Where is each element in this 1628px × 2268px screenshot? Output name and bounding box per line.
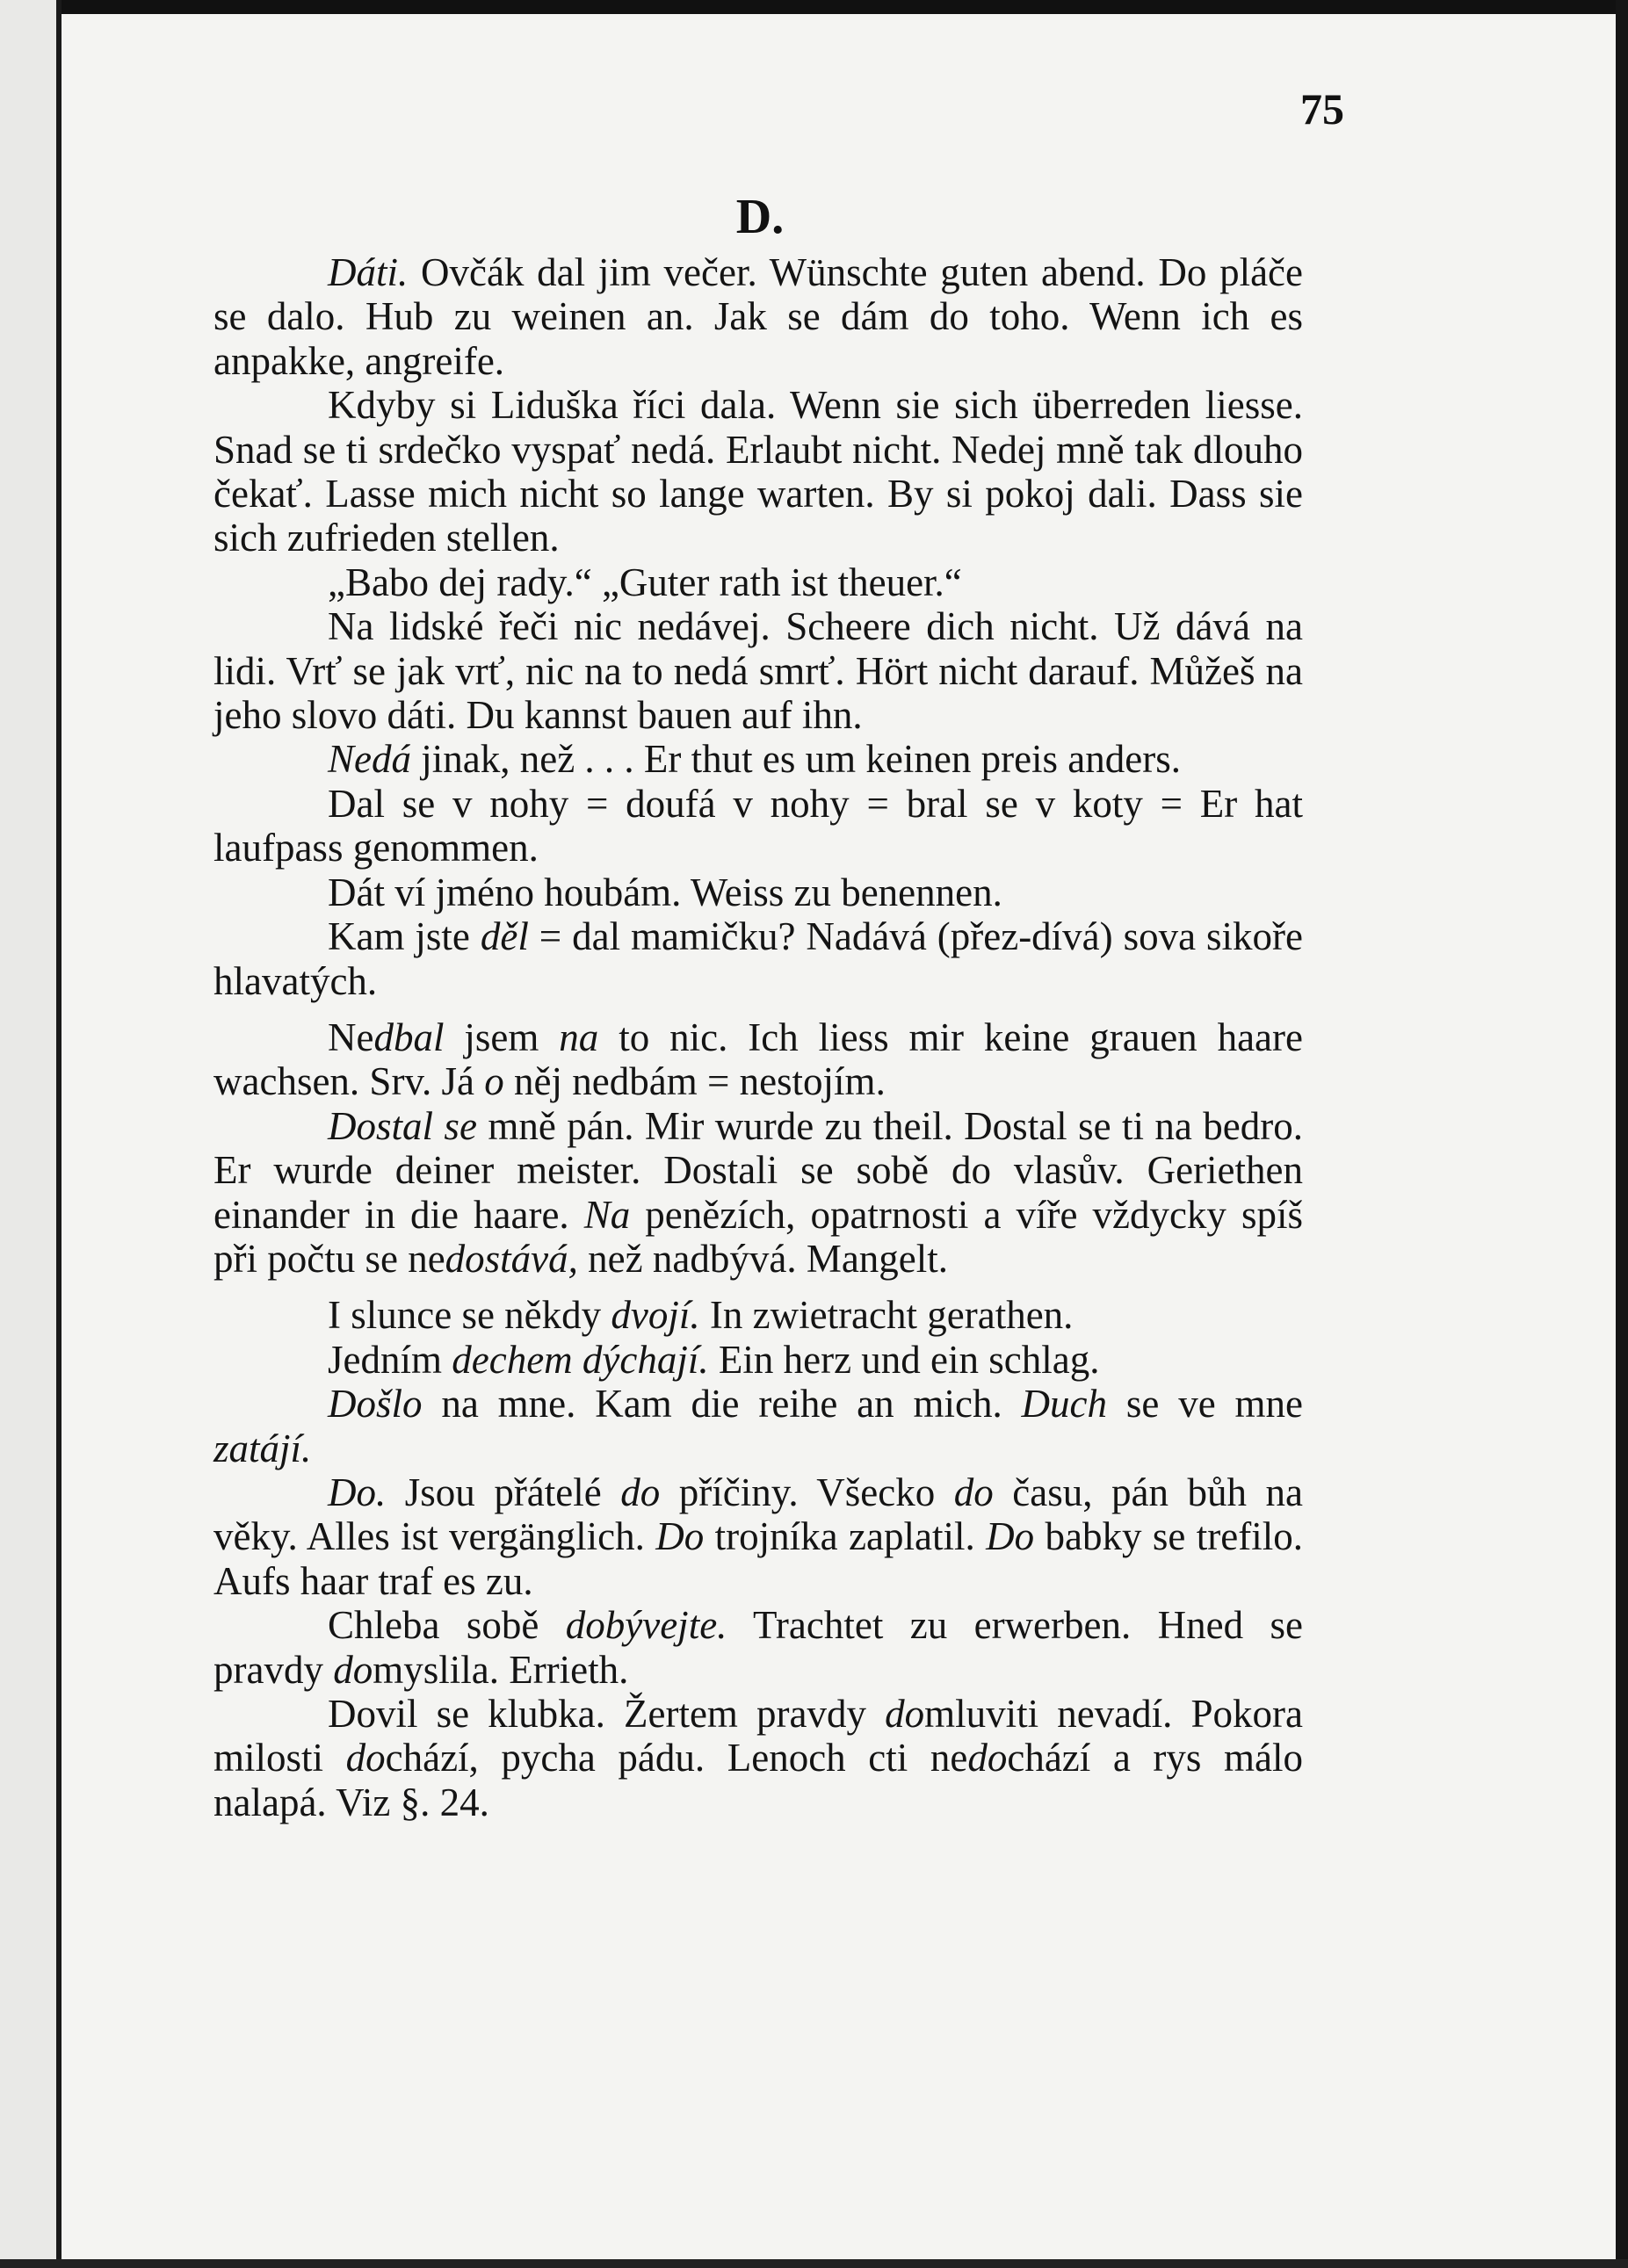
- scan-border-right: [1616, 0, 1628, 2268]
- paragraph: [213, 1603, 1303, 1692]
- text-run: Ne: [328, 1015, 374, 1059]
- text-run: na mne. Kam die reihe an mich.: [422, 1382, 1022, 1427]
- text-run: Na lidské řeči nic nedávej. Scheere dich nicht. Už dává na lidi. Vrť se jak vrť, nic na to nedá smrť. Hört nicht darauf. Můžeš na jeho slovo dáti. Du kannst bauen auf ihn.: [213, 604, 1303, 738]
- text-run: mluviti nevadí. Pokora milosti: [213, 1692, 1303, 1780]
- italic-run: děl: [480, 914, 529, 959]
- text-run: „Babo dej rady.“ „Guter rath ist theuer.“: [328, 560, 962, 604]
- text-run: Kam jste: [328, 914, 481, 959]
- text-run: Jedním: [328, 1337, 452, 1382]
- text-run: Trachtet zu erwerben. Hned se pravdy: [213, 1603, 1304, 1692]
- text-run: Dal se v nohy = doufá v nohy = bral se v koty = Er hat laufpass genommen.: [213, 781, 1303, 870]
- paragraph: [213, 1470, 1303, 1603]
- scan-border-top: [0, 0, 1628, 14]
- text-run: mně pán. Mir wurde zu theil. Dostal se ti na bedro. Er wurde deiner meister. Dostali se sobě do vlasův. Geriethen einander in die haare.: [213, 1103, 1303, 1237]
- text-run: času, pán bůh na věky. Alles ist vergänglich.: [213, 1470, 1303, 1559]
- text-run: babky se trefilo. Aufs haar traf es zu.: [213, 1514, 1304, 1603]
- scan-border-bottom: [0, 2259, 1628, 2268]
- text-run: Chleba sobě: [328, 1603, 566, 1648]
- italic-run: do: [345, 1736, 386, 1780]
- italic-run: Do: [986, 1514, 1035, 1559]
- italic-run: Dáti.: [328, 250, 409, 294]
- italic-run: dechem dýchají.: [452, 1337, 709, 1382]
- italic-run: dobývejte.: [565, 1603, 727, 1648]
- paragraph: [213, 560, 1303, 604]
- text-run: In zwietracht gerathen.: [699, 1293, 1074, 1338]
- paragraph: [213, 604, 1303, 737]
- italic-run: na: [559, 1015, 599, 1059]
- paragraph: [213, 1293, 1303, 1337]
- text-run: chází, pycha pádu. Lenoch cti ne: [385, 1736, 968, 1780]
- text-run: jinak, než . . . Er thut es um keinen preis anders.: [411, 737, 1182, 782]
- italic-run: do: [953, 1470, 994, 1514]
- italic-run: do: [333, 1647, 373, 1692]
- text-run: Dát ví jméno houbám. Weiss zu benennen.: [328, 870, 1002, 914]
- italic-run: Do: [655, 1514, 705, 1559]
- paragraph: [213, 383, 1303, 560]
- italic-run: o: [484, 1059, 504, 1104]
- page-number: 75: [1300, 84, 1344, 134]
- italic-run: Duch: [1021, 1382, 1108, 1427]
- text-run: Dovil se klubka. Žertem pravdy: [328, 1692, 886, 1736]
- section-heading: D.: [735, 190, 785, 244]
- paragraph: [213, 737, 1303, 781]
- text-run: Jsou přátelé: [386, 1470, 621, 1514]
- text-run: Ovčák dal jim večer. Wünschte guten abend. Do pláče se dalo. Hub zu weinen an. Jak se dám do toho. Wenn ich es anpakke, angreife.: [213, 250, 1303, 383]
- paragraph: [213, 914, 1303, 1003]
- paragraph: [213, 782, 1303, 870]
- text-run: trojníka zaplatil.: [704, 1514, 987, 1559]
- text-run: myslila. Errieth.: [373, 1647, 629, 1692]
- italic-run: do: [620, 1470, 661, 1514]
- italic-run: do: [885, 1692, 925, 1736]
- text-run: Ein herz und ein schlag.: [708, 1337, 1100, 1382]
- italic-run: Do.: [328, 1470, 387, 1514]
- italic-run: Dostal se: [328, 1103, 477, 1148]
- italic-run: do: [967, 1736, 1008, 1780]
- text-run: penězích, opatrnosti a víře vždycky spíš při počtu se ne: [213, 1192, 1303, 1281]
- text-run: chází a rys málo nalapá. Viz §. 24.: [213, 1736, 1304, 1824]
- paragraph: [213, 1382, 1303, 1470]
- italic-run: zatájí.: [213, 1426, 312, 1470]
- paragraph: [213, 1692, 1303, 1824]
- paragraph: [213, 1015, 1303, 1104]
- italic-run: Došlo: [328, 1382, 423, 1427]
- italic-run: Na: [583, 1192, 631, 1237]
- italic-run: Nedá: [328, 737, 411, 782]
- text-run: Kdyby si Liduška říci dala. Wenn sie sich überreden liesse. Snad se ti srdečko vyspať nedá. Erlaubt nicht. Nedej mně tak dlouho čekať. Lasse mich nicht so lange warten. By si pokoj dali. Dass sie sich zufrieden stellen.: [213, 383, 1303, 560]
- text-run: než nadbývá. Mangelt.: [577, 1236, 949, 1281]
- scan-border-left: [0, 0, 62, 2268]
- text-run: příčiny. Všecko: [660, 1470, 954, 1514]
- italic-run: dostává,: [445, 1236, 578, 1281]
- text-run: jsem: [444, 1015, 560, 1059]
- text-run: to nic. Ich liess mir keine grauen haare wachsen. Srv. Já: [213, 1015, 1303, 1104]
- text-run: něj nedbám = nestojím.: [503, 1059, 886, 1104]
- body-text: [213, 250, 1303, 1824]
- text-run: = dal mamičku? Nadává (přez-dívá) sova sikoře hlavatých.: [213, 914, 1303, 1003]
- italic-run: dbal: [373, 1015, 445, 1059]
- text-run: se ve mne: [1107, 1382, 1303, 1427]
- paragraph: [213, 870, 1303, 914]
- italic-run: dvojí.: [611, 1293, 700, 1338]
- text-run: I slunce se někdy: [328, 1293, 611, 1338]
- paragraph: [213, 1104, 1303, 1282]
- paragraph: [213, 1338, 1303, 1382]
- paragraph: [213, 250, 1303, 383]
